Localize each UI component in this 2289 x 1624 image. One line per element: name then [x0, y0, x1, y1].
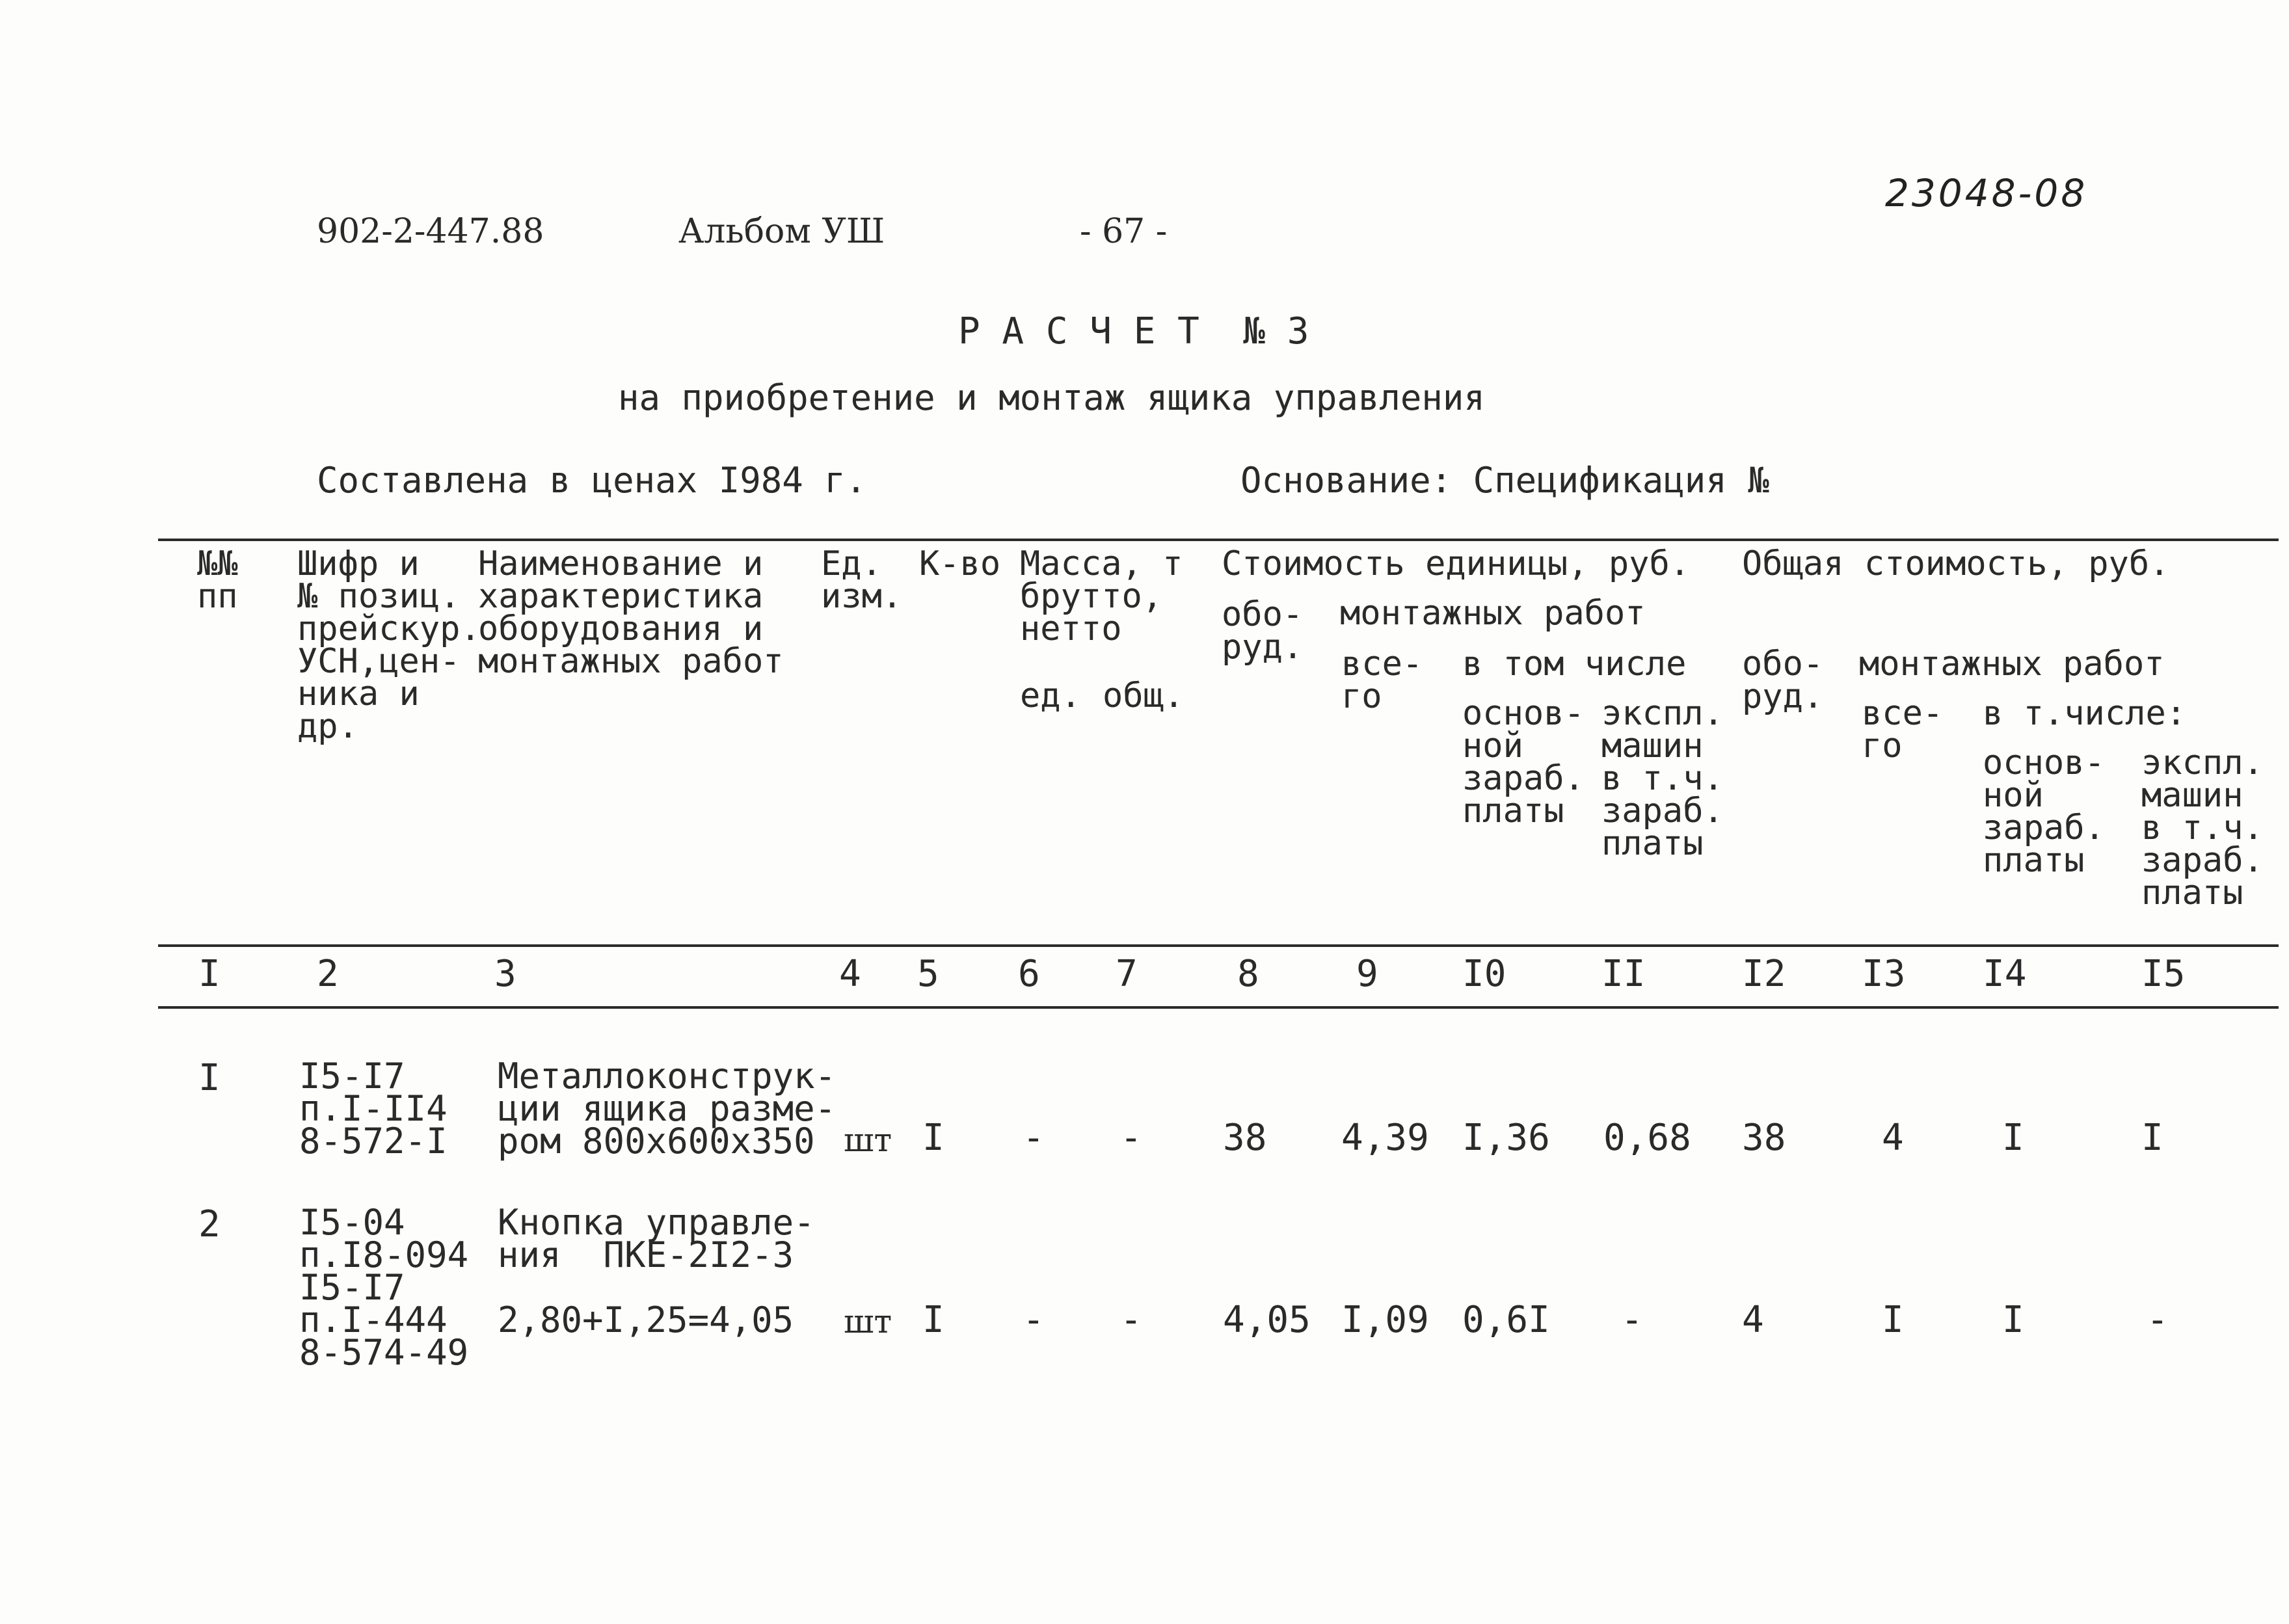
- col-number: I0: [1462, 953, 1506, 995]
- col-header-total-machines: экспл. машин в т.ч. зараб. платы: [2141, 743, 2264, 912]
- col-number: 3: [494, 953, 516, 995]
- table-row-mass-unit: -: [1023, 1299, 1045, 1341]
- table-row-name: Металлоконструк- ции ящика разме- ром 800х600х350: [498, 1056, 837, 1162]
- table-row-total-machines: I: [2141, 1117, 2163, 1159]
- table-row-qty: I: [922, 1299, 944, 1341]
- page-number: - 67 -: [1080, 212, 1168, 251]
- col-header-total-including: в т.числе:: [1983, 694, 2187, 733]
- table-row-unit-wages: 0,6I: [1462, 1299, 1550, 1341]
- col-number: 7: [1116, 953, 1138, 995]
- table-row-total-mount: I: [1882, 1299, 1904, 1341]
- col-number: 4: [839, 953, 861, 995]
- table-row-unit: шт: [844, 1121, 892, 1159]
- col-header-unit-wages: основ- ной зараб. платы: [1462, 694, 1585, 831]
- table-row-unit-equipment: 38: [1223, 1117, 1267, 1159]
- document-code: 902-2-447.88: [317, 212, 544, 251]
- col-header-code: Шифр и № позиц. прейскур. УСН,цен- ника и др.: [297, 544, 481, 746]
- col-header-mass-unit: ед.: [1020, 676, 1081, 715]
- col-header-unit: Ед. изм.: [821, 544, 903, 616]
- col-number: 5: [917, 953, 939, 995]
- col-header-total-mounting: монтажных работ: [1859, 645, 2165, 684]
- page-title: Р А С Ч Е Т № 3: [958, 310, 1309, 353]
- numbers-bottom-rule: [158, 1006, 2279, 1009]
- col-header-mass-total: общ.: [1103, 676, 1185, 715]
- col-header-mass: Масса, т брутто, нетто: [1020, 544, 1183, 648]
- col-number: I2: [1742, 953, 1786, 995]
- col-header-unit-including: в том числе: [1462, 645, 1687, 684]
- table-row-number: I: [198, 1057, 221, 1099]
- basis-note: Основание: Спецификация №: [1240, 460, 1769, 501]
- table-row-mass-total: -: [1120, 1299, 1142, 1341]
- table-row-unit-mount-total: I,09: [1341, 1299, 1429, 1341]
- table-row-total-wages: I: [2002, 1299, 2024, 1341]
- header-bottom-rule: [158, 944, 2279, 947]
- table-row-qty: I: [922, 1117, 944, 1159]
- table-row-total-equipment: 38: [1742, 1117, 1786, 1159]
- col-number: 2: [317, 953, 339, 995]
- table-row-unit-machines: 0,68: [1603, 1117, 1691, 1159]
- table-row-unit-equipment: 4,05: [1223, 1299, 1311, 1341]
- col-header-unit-cost: Стоимость единицы, руб.: [1222, 544, 1691, 583]
- col-header-unit-equipment: обо- руд.: [1222, 595, 1304, 667]
- table-row-code: I5-04 п.I8-094 I5-I7 п.I-444 8-574-49: [299, 1202, 469, 1373]
- table-row-mass-unit: -: [1023, 1117, 1045, 1159]
- page-subtitle: на приобретение и монтаж ящика управления: [618, 377, 1485, 418]
- col-header-unit-mounting: монтажных работ: [1340, 594, 1646, 633]
- table-row-total-mount: 4: [1882, 1117, 1904, 1159]
- col-header-qty: К-во: [919, 544, 1001, 583]
- table-row-unit-machines: -: [1621, 1299, 1643, 1341]
- table-row-code: I5-I7 п.I-II4 8-572-I: [299, 1056, 448, 1162]
- col-number: 9: [1356, 953, 1378, 995]
- col-header-name: Наименование и характеристика оборудования и монтажных работ: [478, 544, 784, 681]
- col-header-total-equipment: обо- руд.: [1742, 645, 1824, 716]
- col-header-total-mount-total: все- го: [1862, 694, 1944, 765]
- col-number: I4: [1983, 953, 2027, 995]
- col-header-unit-machines: экспл. машин в т.ч. зараб. платы: [1601, 694, 1724, 863]
- col-header-number: №№ пп: [197, 544, 238, 616]
- col-header-total-wages: основ- ной зараб. платы: [1983, 743, 2105, 880]
- table-row-number: 2: [198, 1203, 221, 1245]
- prices-note: Составлена в ценах I984 г.: [317, 460, 867, 501]
- table-row-mass-total: -: [1120, 1117, 1142, 1159]
- col-number: I3: [1862, 953, 1906, 995]
- col-number: II: [1601, 953, 1646, 995]
- archive-number: 23048-08: [1885, 171, 2088, 215]
- table-row-total-machines: -: [2147, 1299, 2169, 1341]
- col-number: I: [198, 953, 221, 995]
- col-number: 6: [1018, 953, 1040, 995]
- table-top-rule: [158, 539, 2279, 541]
- col-number: I5: [2141, 953, 2186, 995]
- col-number: 8: [1237, 953, 1259, 995]
- table-row-total-equipment: 4: [1742, 1299, 1764, 1341]
- table-row-total-wages: I: [2002, 1117, 2024, 1159]
- table-row-unit-mount-total: 4,39: [1341, 1117, 1429, 1159]
- col-header-unit-mount-total: все- го: [1341, 645, 1423, 716]
- table-row-name: Кнопка управле- ния ПКЕ-2I2-3 2,80+I,25=4,05: [498, 1202, 815, 1340]
- col-header-total-cost: Общая стоимость, руб.: [1742, 544, 2170, 583]
- album-label: Альбом УШ: [678, 212, 885, 251]
- table-row-unit-wages: I,36: [1462, 1117, 1550, 1159]
- table-row-unit: шт: [844, 1303, 892, 1340]
